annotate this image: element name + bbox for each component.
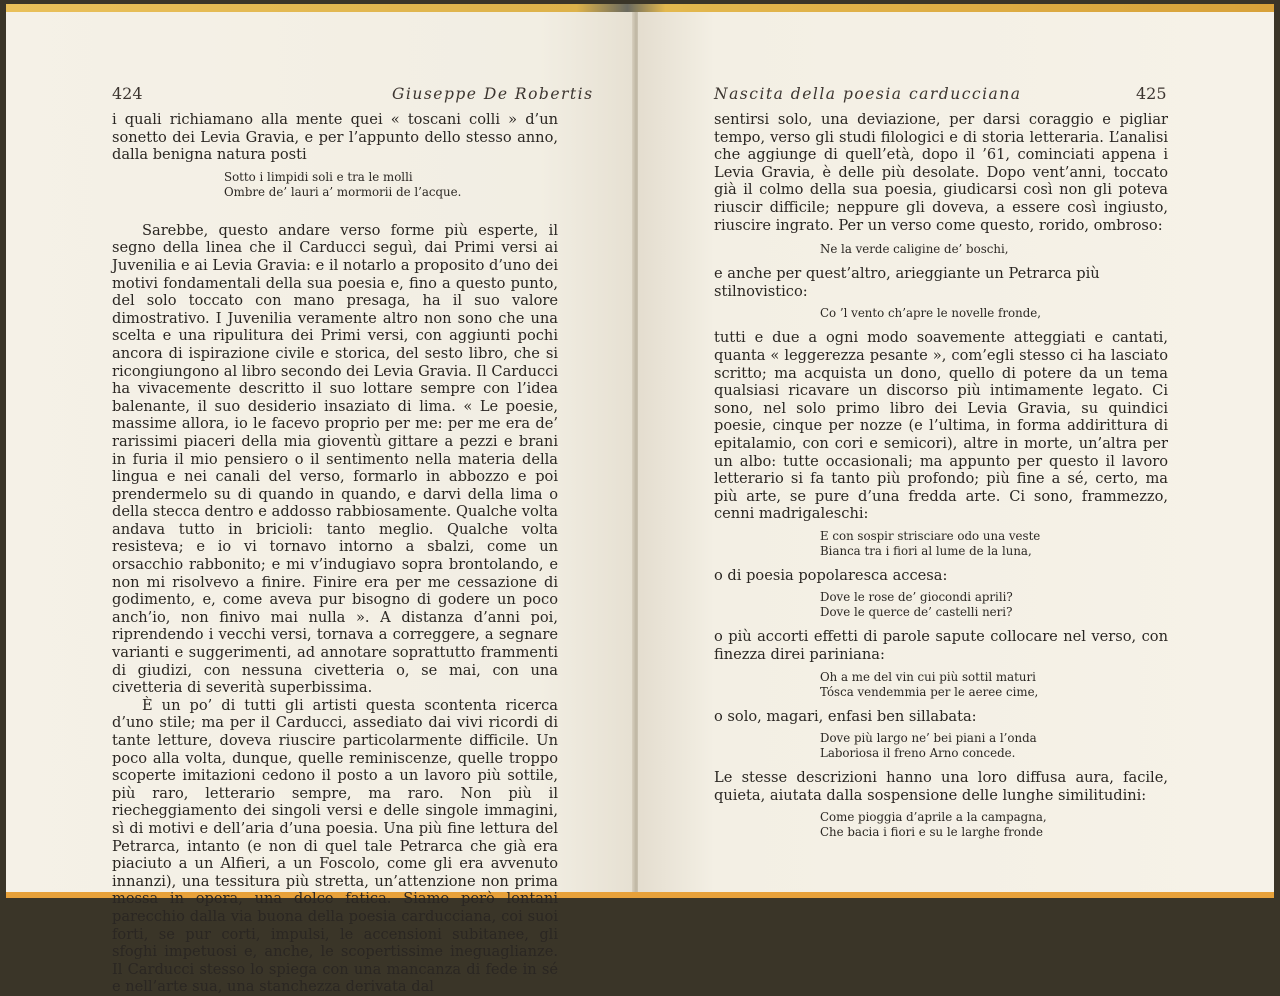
right-verse-7: Come pioggia d’aprile a la campagna, Che bacia i fiori e su le larghe fronde <box>820 810 1047 840</box>
book-spread <box>6 4 1274 996</box>
left-verse-1: Sotto i limpidi soli e tra le molli Ombre de’ lauri a’ mormorii de l’acque. <box>224 169 462 199</box>
right-verse-3: E con sospir strisciare odo una veste Bianca tra i fiori al lume de la luna, <box>820 528 1041 558</box>
right-paragraph-1: sentirsi solo, una deviazione, per darsi coraggio e pigliar tempo, verso gli studi filologici e di storia letteraria. L’analisi che aggiunge di quell’età, dopo il ’61, cominciati appena i Levia Gravia, è delle più desolate. Dopo vent’anni, toccato già il colmo della sua poesia, giudicarsi così non gli poteva riuscir difficile; neppure gli doveva, a essere così ingiusto, riuscire ingrato. Per un verso come questo, rorido, ombroso: <box>714 111 1168 234</box>
right-page-number: 425 <box>1136 84 1167 103</box>
right-running-head: Nascita della poesia carducciana <box>714 85 1022 103</box>
right-verse-5: Oh a me del vin cui più sottil maturi Tósca vendemmia per le aeree cime, <box>820 669 1039 699</box>
left-intro: i quali richiamano alla mente quei « toscani colli » d’un sonetto dei Levia Gravia, e per l’appunto dello stesso anno, dalla benigna natura posti <box>112 111 558 164</box>
right-verse-4: Dove le rose de’ giocondi aprili? Dove le querce de’ castelli neri? <box>820 590 1013 620</box>
left-page-body <box>112 111 558 996</box>
right-line-4: o più accorti effetti di parole sapute collocare nel verso, con finezza direi pariniana: <box>714 628 1168 664</box>
right-verse-1: Ne la verde caligine de’ boschi, <box>820 242 1009 257</box>
left-paragraph-1: Sarebbe, questo andare verso forme più esperte, il segno della linea che il Carducci seguì, dai Primi versi ai Juvenilia e ai Levia Gravia: e il notarlo a proposito d’uno dei motivi fondamentali della sua poesia e, fino a questo punto, del solo toccato con mano presaga, ha il suo valore dimostrativo. I Juvenilia veramente altro non sono che una scelta e una ripulitura dei Primi versi, con aggiunti pochi ancora di ispirazione civile e storica, del sesto libro, che si ricongiungono al libro secondo dei Levia Gravia. Il Carducci ha vivacemente descritto il suo lottare sempre con l’idea balenante, il suo desiderio insaziato di lima. « Le poesie, massime allora, io le facevo proprio per me: per me era de’ rarissimi piaceri della mia gioventù gittare a pezzi e brani in furia il mio pensiero o il sentimento nella materia della lingua e nei canali del verso, formarlo in abbozzo e poi prendermelo su di quando in quando, e darvi della lima o della stecca dentro e addosso rabbiosamente. Qualche volta andava tutto in bricioli: tanto meglio. Qualche volta resisteva; e io vi tornavo intorno a sbalzi, come un orsacchio rabbonito; e mi v’indugiavo sopra brontolando, e non mi risolvevo a finire. Finire era per me cessazione di godimento, e, come aveva pur bisogno di godere un poco anch’io, non finivo mai nulla ». A distanza d’anni poi, riprendendo i vecchi versi, tornava a correggere, a segnare varianti e suggerimenti, ad annotare soprattutto frammenti di giudizi, con nessuna civetteria o, se mai, con una civetteria di severità superbissima. <box>112 221 558 697</box>
left-running-head: Giuseppe De Robertis <box>392 85 594 103</box>
left-page-number: 424 <box>112 84 143 103</box>
right-page <box>638 12 1274 892</box>
left-paragraph-2: È un po’ di tutti gli artisti questa scontenta ricerca d’uno stile; ma per il Carducci, assediato dai vivi ricordi di tante letture, doveva riuscire particolarmente difficile. Un poco alla volta, dunque, quelle reminiscenze, quelle troppo scoperte imitazioni cedono il posto a un lavoro più sottile, più raro, letterario sempre, ma raro. Non più il riecheggiamento dei singoli versi e delle singole immagini, sì di motivi e dell’aria d’una poesia. Una più fine lettura del Petrarca, intanto (e non di quel tale Petrarca che già era piaciuto a un Alfieri, a un Foscolo, come gli era avvenuto innanzi), una tessitura più stretta, un’attenzione non prima messa in opera, una dolce fatica. Siamo però lontani parecchio dalla via buona della poesia carducciana, coi suoi forti, se pur corti, impulsi, le accensioni subitanee, gli sfoghi impetuosi e, anche, le scopertissime ineguaglianze. Il Carducci stesso lo spiega con una mancanza di fede in sé e nell’arte sua, una stanchezza derivata dal <box>112 696 558 996</box>
right-line-3: o di poesia popolaresca accesa: <box>714 566 948 584</box>
right-paragraph-2: tutti e due a ogni modo soavemente atteggiati e cantati, quanta « leggerezza pesante », com’egli stesso ci ha lasciato scritto; ma acquista un dono, quello di potere da un tema qualsiasi ricavare un discorso più intimamente legato. Ci sono, nel solo primo libro dei Levia Gravia, su quindici poesie, cinque per nozze (e l’ultima, in forma addirittura di epitalamio, con cori e semicori), altre in morte, un’altra per un albo: tutte occasionali; ma appunto per questo il lavoro letterario si fa tanto più profondo; più fine a sé, certo, ma più arte, se pure d’una fredda arte. Ci sono, frammezzo, cenni madrigaleschi: <box>714 329 1168 523</box>
right-page-body <box>714 111 1168 848</box>
right-verse-6: Dove più largo ne’ bei piani a l’onda Laboriosa il freno Arno concede. <box>820 731 1037 761</box>
right-line-6: Le stesse descrizioni hanno una loro diffusa aura, facile, quieta, aiutata dalla sospensione delle lunghe similitudini: <box>714 769 1168 804</box>
right-line-2: e anche per quest’altro, arieggiante un Petrarca più stilnovistico: <box>714 265 1100 300</box>
left-page <box>6 12 634 996</box>
right-verse-2: Co ’l vento ch’apre le novelle fronde, <box>820 306 1042 321</box>
right-line-5: o solo, magari, enfasi ben sillabata: <box>714 707 977 725</box>
